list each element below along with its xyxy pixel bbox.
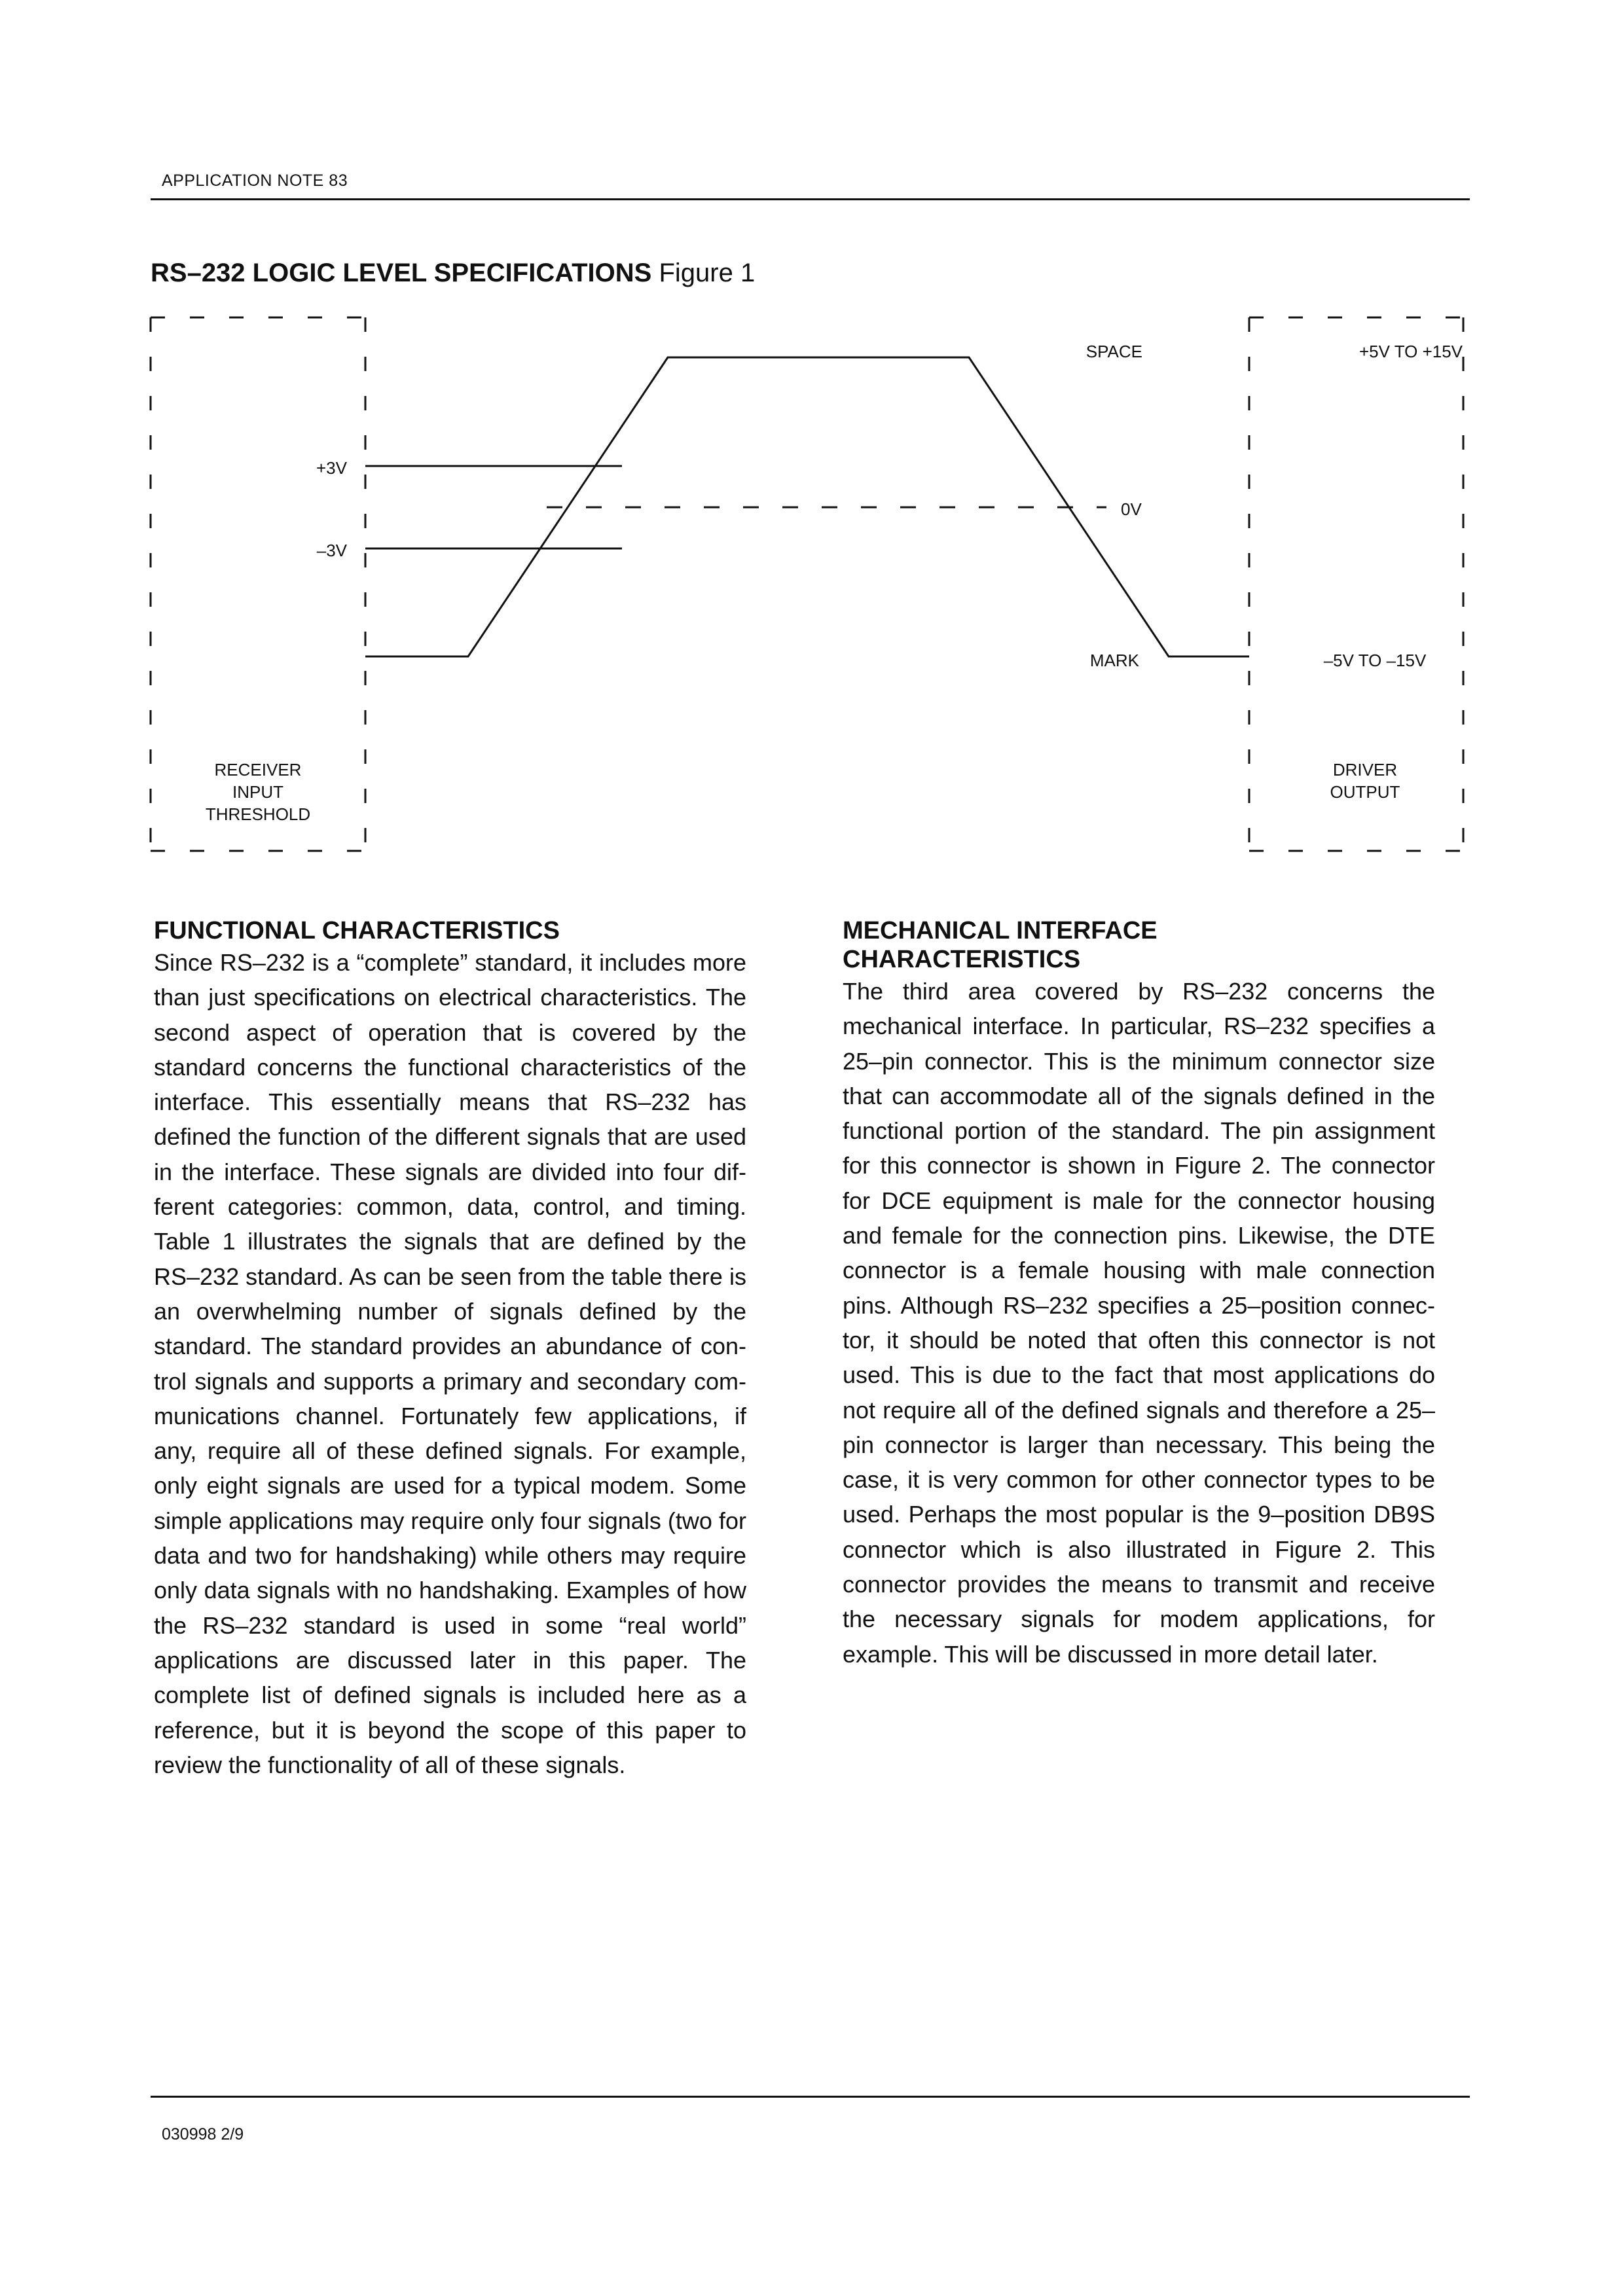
mechanical-heading-line1: MECHANICAL INTERFACE (843, 917, 1158, 944)
mechanical-body: The third area covered by RS–232 concerns the mechanical interface. In particular, RS–232 specifies a 25–pin connector. This is the minimum connector size that can accommodate all of the signals defined in the functional portion of the standard. The pin assignment for this connector is shown in Figure 2. The connector for DCE equipment is male for the connector housing and female for the connection pins. Likewise, the DTE connector is a female housing with male connection pins. Although RS–232 specifies a 25–position connector, it should be noted that often this connector is not used. This is due to the fact that most applications do not require all of the defined signals and therefore a 25–pin connector is larger than necessary. This being the case, it is very common for other connector types to be used. Perhaps the most popular is the 9–position DB9S connector which is also illustrated in Figure 2. This connector provides the means to transmit and receive the necessary signals for modem applications, for example. This will be discussed in more detail later. (843, 978, 1435, 1668)
driver-label-line1: DRIVER (1332, 760, 1398, 780)
minus3v-label: –3V (316, 541, 347, 560)
receiver-label-line1: RECEIVER (214, 760, 302, 780)
header-label: APPLICATION NOTE 83 (162, 171, 348, 190)
plus3v-label: +3V (316, 458, 347, 478)
footer-rule (151, 2096, 1470, 2098)
space-label: SPACE (1085, 342, 1142, 361)
mark-label: MARK (1089, 651, 1139, 670)
receiver-label-line2: INPUT (232, 782, 283, 802)
figure-title-rest: Figure 1 (651, 259, 756, 287)
receiver-label-line3: THRESHOLD (205, 804, 311, 824)
signal-waveform (365, 357, 1249, 656)
functional-heading: FUNCTIONAL CHARACTERISTICS (154, 917, 560, 944)
figure-title-bold: RS–232 LOGIC LEVEL SPECIFICATIONS (151, 259, 652, 287)
functional-section (154, 916, 746, 1782)
zero-volt-label: 0V (1121, 499, 1142, 519)
mechanical-section (843, 916, 1435, 1672)
mechanical-heading-line2: CHARACTERISTICS (843, 946, 1081, 973)
functional-body: Since RS–232 is a “complete” standard, it includes more than just specifications on electrical characteristics. The second aspect of operation that is covered by the standard concerns the functional characteristics of the interface. This essentially means that RS–232 has defined the function of the different signals that are used in the interface. These signals are divided into four different categories: common, data, control, and timing. Table 1 illustrates the signals that are defined by the RS–232 standard. As can be seen from the table there is an overwhelming number of signals defined by the standard. The standard provides an abundance of control signals and supports a primary and secondary communications channel. Fortunately few applications, if any, require all of these defined signals. For example, only eight signals are used for a typical modem. Some simple applications may require only four signals (two for data and two for handshaking) while others may require only data signals with no handshaking. Examples of how the RS–232 standard is used in some “real world” applications are discussed later in this paper. The complete list of defined signals is included here as a reference, but it is beyond the scope of this paper to review the functionality of all of these signals. (154, 949, 746, 1778)
driver-label-line2: OUTPUT (1330, 782, 1400, 802)
logic-level-diagram (0, 0, 1623, 884)
space-range-label: +5V TO +15V (1359, 342, 1463, 361)
mark-range-label: –5V TO –15V (1323, 651, 1427, 670)
mechanical-heading (843, 916, 1435, 974)
footer-code: 030998 2/9 (162, 2125, 244, 2144)
